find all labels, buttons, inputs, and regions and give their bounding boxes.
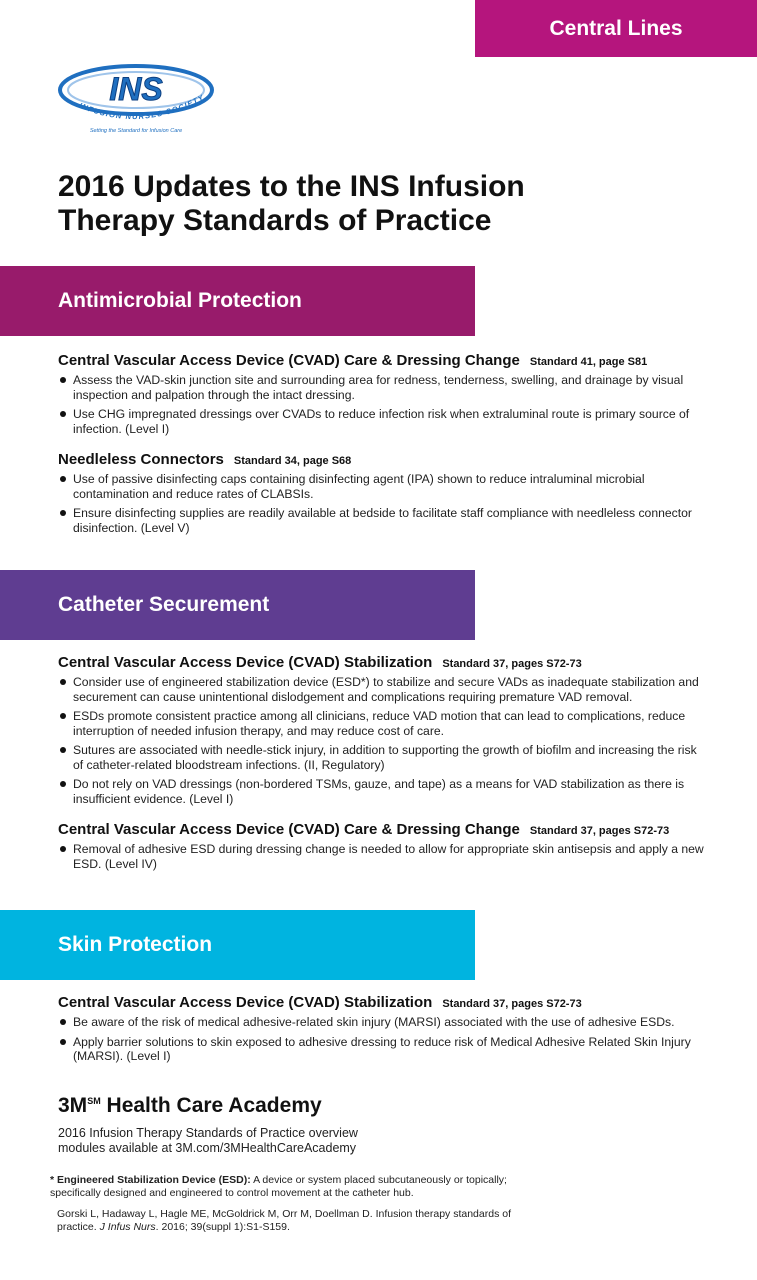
citation [50,1208,550,1234]
bullet-item: Sutures are associated with needle-stick injury, in addition to supporting the growth of biofilm and increasing the risk of catheter-related bloodstream infections. (II, Regulatory) [58,743,708,772]
subsection-title: Central Vascular Access Device (CVAD) Stabilization [58,654,433,671]
service-mark: SM [87,1096,101,1106]
bullet-list [58,472,708,535]
bullet-item: Consider use of engineered stabilization device (ESD*) to stabilize and secure VADs as inadequate stabilization and securement can cause unintentional dislodgement and complications requiring premature VAD removal. [58,675,708,704]
bullet-item: Apply barrier solutions to skin exposed to adhesive dressing to reduce risk of Medical Adhesive Related Skin Injury (MARSI). (Level I) [58,1035,708,1064]
ins-logo [56,58,216,140]
bullet-item: Be aware of the risk of medical adhesive-related skin injury (MARSI) associated with the use of adhesive ESDs. [58,1015,708,1030]
subsection-title: Central Vascular Access Device (CVAD) Stabilization [58,994,433,1011]
bullet-list [58,842,708,871]
category-tag: Central Lines [475,0,757,57]
bullet-list [58,675,708,806]
citation-details: . 2016; 39(suppl 1):S1-S159. [155,1221,290,1233]
section-title: Catheter Securement [58,593,270,616]
standard-reference: Standard 37, pages S72-73 [529,825,670,837]
section-catheter-securement [0,570,475,640]
standard-reference: Standard 34, page S68 [233,455,352,467]
subsection-heading [58,352,708,369]
subsection-title: Central Vascular Access Device (CVAD) Care & Dressing Change [58,821,520,838]
standard-reference: Standard 37, pages S72-73 [442,658,582,670]
section-title: Antimicrobial Protection [58,289,302,312]
subsection-heading [58,451,708,468]
citation-journal: J Infus Nurs [99,1221,156,1233]
footnote-definition: A device or system placed subcutaneously or topically; specifically designed and engineered to control movement at the catheter hub. [50,1174,507,1199]
footnote-block [50,1174,550,1242]
subsection-heading [58,821,708,838]
academy-title-rest: Health Care Academy [100,1094,322,1117]
bullet-item: Use of passive disinfecting caps containing disinfecting agent (IPA) shown to reduce intraluminal microbial contamination and reduce rates of CLABSIs. [58,472,708,501]
bullet-item: Do not rely on VAD dressings (non-bordered TSMs, gauze, and tape) as a means for VAD stabilization as there is insufficient evidence. (Level I) [58,777,708,806]
section-skin-protection [0,910,475,980]
section-antimicrobial-content [58,352,708,540]
document-title: 2016 Updates to the INS Infusion Therapy Standards of Practice [58,170,525,237]
academy-line-2: modules available at 3M.com/3MHealthCareAcademy [58,1141,357,1155]
subsection-title: Needleless Connectors [58,451,224,468]
academy-block [58,1094,458,1156]
esd-footnote [50,1174,550,1200]
subsection-title: Central Vascular Access Device (CVAD) Care & Dressing Change [58,352,520,369]
subsection-heading [58,654,708,671]
logo-main-text: INS [109,71,163,107]
bullet-list [58,1015,708,1064]
standard-reference: Standard 37, pages S72-73 [442,998,582,1010]
section-title: Skin Protection [58,933,213,956]
citation-authors: Gorski L, Hadaway L, Hagle ME, McGoldrick M, Orr M, Doellman D. Infusion therapy standards of practice. [57,1208,511,1233]
academy-brand: 3M [58,1094,88,1117]
section-catheter-securement-content [58,654,708,876]
bullet-item: Assess the VAD-skin junction site and surrounding area for redness, tenderness, swelling, and drainage by visual inspection and palpation through the intact dressing. [58,373,708,402]
academy-line-1: 2016 Infusion Therapy Standards of Practice overview [58,1126,358,1140]
academy-title [58,1094,458,1118]
subsection-heading [58,994,708,1011]
section-antimicrobial-protection [0,266,475,336]
bullet-item: Ensure disinfecting supplies are readily available at bedside to facilitate staff compliance with needleless connector disinfection. (Level V) [58,506,708,535]
standard-reference: Standard 41, page S81 [529,356,648,368]
footnote-term: Engineered Stabilization Device (ESD): [57,1174,251,1186]
logo-ring-text: INFUSION NURSES SOCIETY [77,92,206,122]
bullet-item: Removal of adhesive ESD during dressing change is needed to allow for appropriate skin antisepsis and apply a new ESD. (Level IV) [58,842,708,871]
section-skin-protection-content [58,994,708,1069]
bullet-item: Use CHG impregnated dressings over CVADs to reduce infection risk when extraluminal route is primary source of infection. (Level I) [58,407,708,436]
bullet-item: ESDs promote consistent practice among all clinicians, reduce VAD motion that can lead to complications, reduce interruption of needed infusion therapy, and may reduce cost of care. [58,709,708,738]
footnote-star: * [50,1174,58,1186]
logo-tagline: Setting the Standard for Infusion Care [89,128,183,134]
bullet-list [58,373,708,436]
